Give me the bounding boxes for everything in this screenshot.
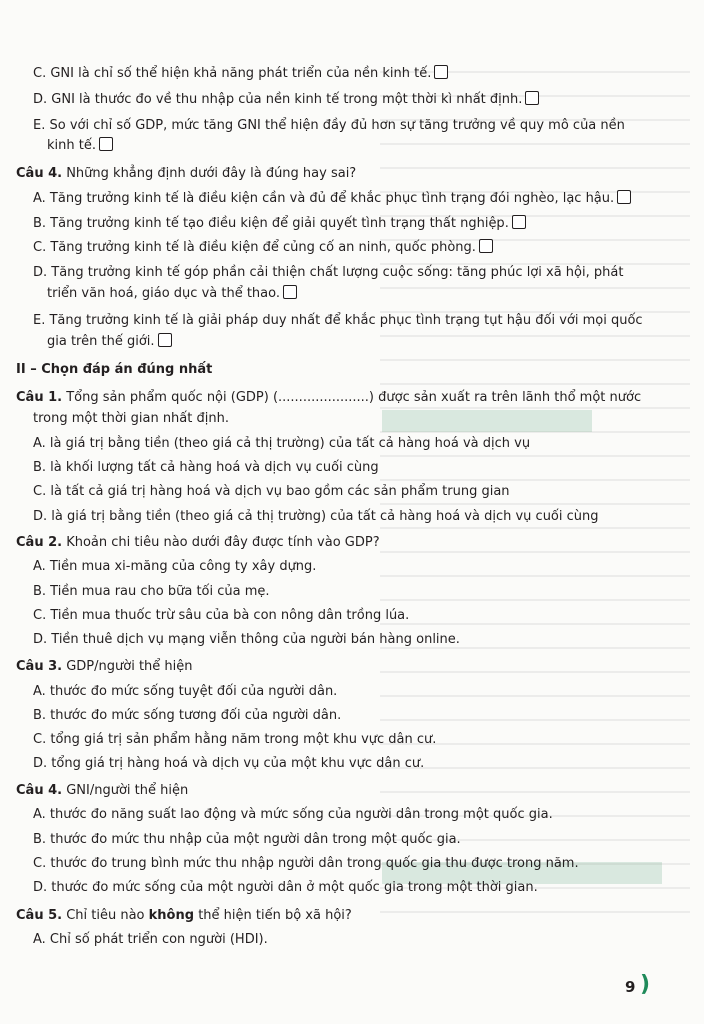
question-3: Câu 3. GDP/người thể hiện [16,659,193,674]
option-c: C. Tăng trưởng kinh tế là điều kiện để củng cố an ninh, quốc phòng. [33,236,493,260]
question-5: Câu 5. Chỉ tiêu nào không thể hiện tiến bộ xã hội? [16,908,352,923]
option-a[interactable]: A. là giá trị bằng tiền (theo giá cả thị trường) của tất cả hàng hoá và dịch vụ [33,436,531,451]
option-b[interactable]: B. là khối lượng tất cả hàng hoá và dịch vụ cuối cùng [33,460,379,475]
option-a[interactable]: A. thước đo năng suất lao động và mức sống của người dân trong một quốc gia. [33,807,553,822]
question-1: Câu 1. Tổng sản phẩm quốc nội (GDP) (......................) được sản xuất ra trên lãnh thổ một nước [16,390,642,405]
answer-checkbox[interactable] [434,65,448,79]
question-1-cont: trong một thời gian nhất định. [33,411,229,426]
question-2: Câu 2. Khoản chi tiêu nào dưới đây được tính vào GDP? [16,535,380,550]
section-heading: II – Chọn đáp án đúng nhất [16,362,213,377]
option-c: C. GNI là chỉ số thể hiện khả năng phát triển của nền kinh tế. [33,62,448,86]
answer-checkbox[interactable] [617,190,631,204]
option-c[interactable]: C. thước đo trung bình mức thu nhập người dân trong quốc gia thu được trong năm. [33,856,579,871]
option-d[interactable]: D. thước đo mức sống của một người dân ở một quốc gia trong một thời gian. [33,880,538,895]
option-a: A. Tăng trưởng kinh tế là điều kiện cần và đủ để khắc phục tình trạng đói nghèo, lạc hậu. [33,187,631,211]
option-e: E. So với chỉ số GDP, mức tăng GNI thể hiện đầy đủ hơn sự tăng trưởng về quy mô của nền [33,118,625,133]
answer-checkbox[interactable] [512,215,526,229]
bleed-through-heading [382,410,592,432]
answer-checkbox[interactable] [158,333,172,347]
page-number-bracket-icon: ) [640,972,651,997]
answer-checkbox[interactable] [283,285,297,299]
option-d[interactable]: D. tổng giá trị hàng hoá và dịch vụ của một khu vực dân cư. [33,756,425,771]
option-a[interactable]: A. Tiền mua xi-măng của công ty xây dựng. [33,559,317,574]
option-c[interactable]: C. Tiền mua thuốc trừ sâu của bà con nông dân trồng lúa. [33,608,410,623]
question-4: Câu 4. GNI/người thể hiện [16,783,189,798]
answer-checkbox[interactable] [99,137,113,151]
answer-checkbox[interactable] [479,239,493,253]
option-b[interactable]: B. thước đo mức sống tương đối của người dân. [33,708,342,723]
option-d: D. GNI là thước đo về thu nhập của nền kinh tế trong một thời kì nhất định. [33,88,539,112]
option-d[interactable]: D. là giá trị bằng tiền (theo giá cả thị trường) của tất cả hàng hoá và dịch vụ cuối cùng [33,509,599,524]
option-a[interactable]: A. Chỉ số phát triển con người (HDI). [33,932,268,947]
question-4: Câu 4. Những khẳng định dưới đây là đúng hay sai? [16,166,357,181]
option-e-cont: gia trên thế giới. [47,330,172,354]
option-c[interactable]: C. tổng giá trị sản phẩm hằng năm trong một khu vực dân cư. [33,732,437,747]
option-d: D. Tăng trưởng kinh tế góp phần cải thiện chất lượng cuộc sống: tăng phúc lợi xã hội, phát [33,265,624,280]
option-a[interactable]: A. thước đo mức sống tuyệt đối của người dân. [33,684,338,699]
option-d[interactable]: D. Tiền thuê dịch vụ mạng viễn thông của người bán hàng online. [33,632,460,647]
page-number: 9 [625,978,636,996]
answer-checkbox[interactable] [525,91,539,105]
option-b[interactable]: B. Tiền mua rau cho bữa tối của mẹ. [33,584,270,599]
option-b[interactable]: B. thước đo mức thu nhập của một người dân trong một quốc gia. [33,832,461,847]
option-c[interactable]: C. là tất cả giá trị hàng hoá và dịch vụ bao gồm các sản phẩm trung gian [33,484,510,499]
option-b: B. Tăng trưởng kinh tế tạo điều kiện để giải quyết tình trạng thất nghiệp. [33,212,526,236]
option-e-cont: kinh tế. [47,134,113,158]
option-e: E. Tăng trưởng kinh tế là giải pháp duy nhất để khắc phục tình trạng tụt hậu đối với mọi quốc [33,313,643,328]
option-d-cont: triển văn hoá, giáo dục và thể thao. [47,282,297,306]
